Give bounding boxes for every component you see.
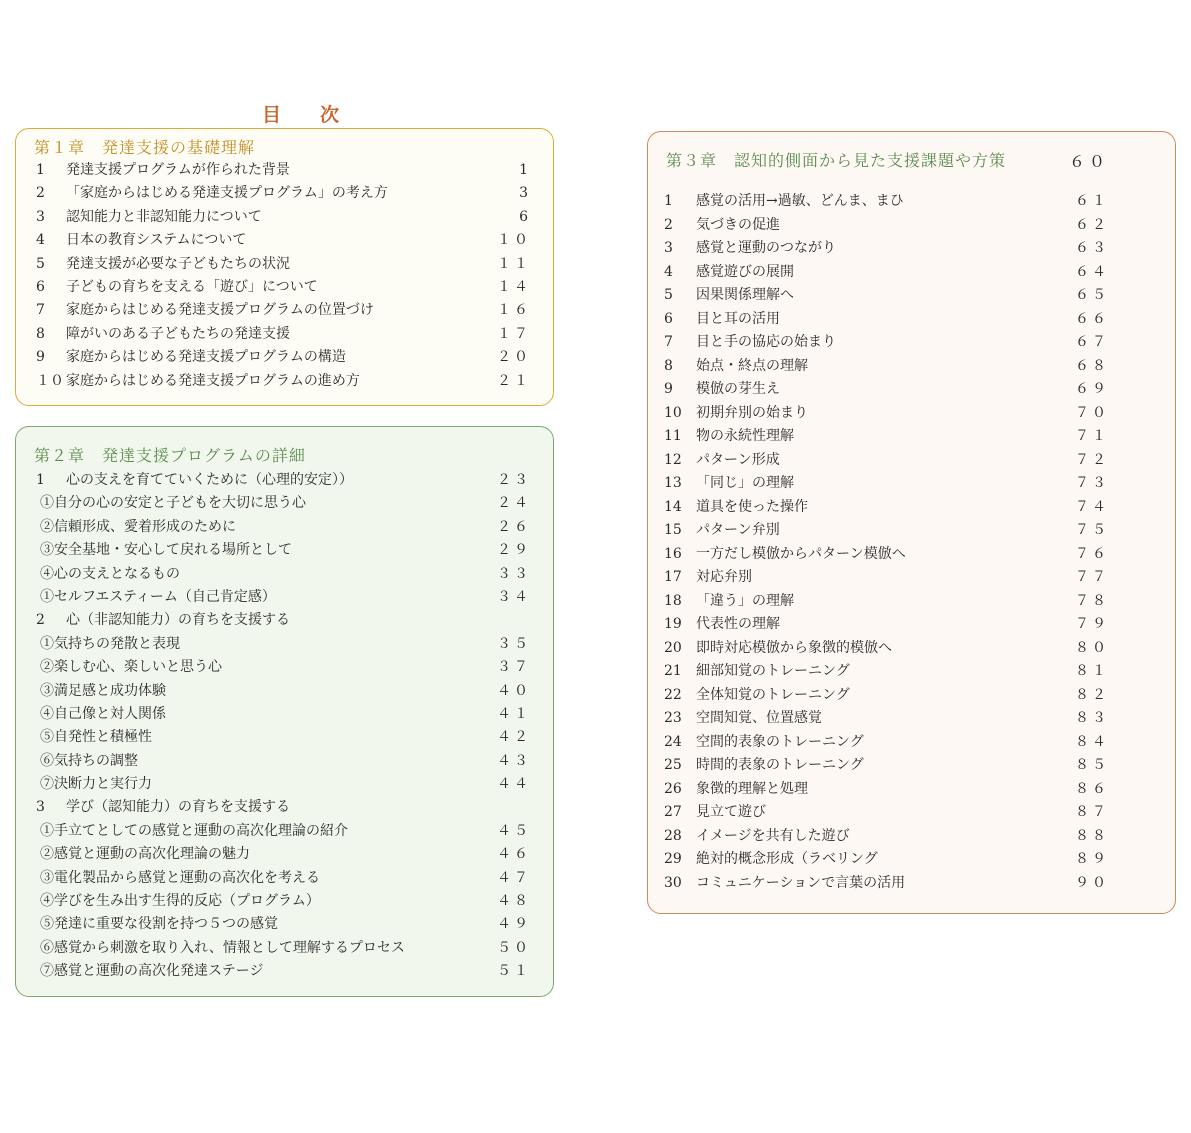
toc-entry — [16, 796, 553, 819]
entry-number: 8 — [664, 357, 673, 374]
entry-page-number: 3 — [519, 185, 531, 202]
toc-entry — [648, 190, 1175, 214]
entry-title: ②信頼形成、愛着形成のために — [40, 518, 236, 535]
entry-title: 心の支えを育てていくために（心理的安定）） — [66, 472, 353, 488]
entry-title: 象徴的理解と処理 — [696, 780, 808, 797]
entry-page-number: ４６ — [497, 846, 531, 863]
toc-entry — [16, 469, 553, 492]
toc-entry — [648, 284, 1175, 308]
toc-entry — [648, 590, 1175, 614]
entry-page-number: ７６ — [1075, 545, 1109, 562]
entry-number: 3 — [36, 799, 45, 816]
entry-title: 学び（認知能力）の育ちを支援する — [66, 799, 290, 816]
entry-title: 感覚と運動のつながり — [696, 240, 836, 256]
toc-entry — [16, 492, 553, 515]
entry-number: 24 — [664, 733, 682, 750]
entry-page-number: ４５ — [497, 822, 531, 839]
entry-title: イメージを共有した遊び — [696, 827, 850, 844]
entry-title: 物の永続性理解 — [696, 428, 794, 444]
entry-page-number: ５１ — [497, 963, 531, 980]
entry-title: ②感覚と運動の高次化理論の魅力 — [40, 846, 250, 863]
entry-page-number: ８７ — [1075, 804, 1109, 820]
entry-title: 目と手の協応の始まり — [696, 334, 836, 350]
toc-entry — [648, 848, 1175, 872]
entry-page-number: ２１ — [497, 372, 531, 389]
entry-title: コミュニケーションで言葉の活用 — [696, 874, 906, 891]
entry-number: 13 — [664, 475, 682, 491]
entry-page-number: ６５ — [1075, 287, 1109, 303]
chapter-2-box — [15, 426, 554, 997]
entry-title: 代表性の理解 — [696, 616, 780, 632]
toc-entry — [16, 750, 553, 773]
entry-page-number: ４９ — [497, 916, 531, 933]
toc-entry — [648, 449, 1175, 473]
entry-title: 障がいのある子どもたちの発達支援 — [66, 325, 290, 342]
entry-number: 1 — [36, 162, 45, 178]
toc-entry — [16, 253, 553, 276]
entry-page-number: ７２ — [1075, 451, 1109, 468]
entry-page-number: ２３ — [497, 472, 531, 488]
entry-title: ①セルフエスティーム（自己肯定感） — [40, 588, 276, 605]
toc-entry — [16, 843, 553, 866]
entry-title: 気づきの促進 — [696, 216, 780, 233]
entry-page-number: ６９ — [1075, 381, 1109, 397]
entry-title: ②楽しむ心、楽しいと思う心 — [40, 659, 222, 676]
entry-page-number: １１ — [497, 255, 531, 272]
entry-page-number: ８３ — [1075, 710, 1109, 726]
entry-number: 6 — [36, 278, 45, 295]
toc-entry — [16, 563, 553, 586]
entry-title: ③安全基地・安心して戻れる場所として — [40, 542, 292, 559]
entry-page-number: ８０ — [1075, 639, 1109, 656]
entry-page-number: ７５ — [1075, 522, 1109, 538]
toc-entry — [16, 867, 553, 890]
entry-number: 9 — [36, 349, 45, 366]
entry-page-number: ６１ — [1075, 193, 1109, 209]
entry-title: 家庭からはじめる発達支援プログラムの構造 — [66, 349, 346, 366]
entry-number: 3 — [36, 208, 45, 225]
entry-title: 「同じ」の理解 — [696, 475, 794, 491]
toc-entry — [16, 299, 553, 322]
entry-page-number: １６ — [497, 302, 531, 319]
entry-page-number: ３５ — [497, 635, 531, 652]
entry-page-number: ３４ — [497, 588, 531, 605]
entry-number: 2 — [36, 612, 45, 629]
entry-title: ⑦決断力と実行力 — [40, 776, 152, 793]
toc-entry — [16, 937, 553, 960]
toc-entry — [16, 726, 553, 749]
entry-page-number: 1 — [519, 162, 531, 178]
entry-page-number: ８５ — [1075, 757, 1109, 773]
entry-page-number: ８６ — [1075, 780, 1109, 797]
chapter-2-list — [16, 469, 553, 984]
toc-entry — [648, 331, 1175, 355]
toc-entry — [16, 182, 553, 205]
entry-title: ④学びを生み出す生得的反応（プログラム） — [40, 893, 320, 910]
entry-number: 29 — [664, 851, 682, 867]
chapter-1-box — [15, 128, 554, 406]
entry-title: ④心の支えとなるもの — [40, 565, 180, 582]
toc-entry — [16, 516, 553, 539]
entry-number: 12 — [664, 451, 682, 468]
entry-title: 「違う」の理解 — [696, 592, 794, 609]
entry-number: 22 — [664, 686, 682, 703]
entry-page-number: ７７ — [1075, 569, 1109, 585]
entry-number: 2 — [664, 216, 673, 233]
entry-page-number: ８９ — [1075, 851, 1109, 867]
entry-title: 細部知覚のトレーニング — [696, 663, 850, 679]
entry-number: 8 — [36, 325, 45, 342]
toc-entry — [648, 402, 1175, 426]
entry-page-number: ４３ — [497, 752, 531, 769]
entry-title: ④自己像と対人関係 — [40, 705, 166, 722]
toc-entry — [648, 519, 1175, 543]
entry-title: 初期弁別の始まり — [696, 404, 808, 421]
entry-number: 19 — [664, 616, 682, 632]
toc-entry — [16, 346, 553, 369]
entry-page-number: ４２ — [497, 729, 531, 746]
entry-title: パターン弁別 — [696, 522, 780, 538]
entry-number: 30 — [664, 874, 682, 891]
toc-entry — [16, 539, 553, 562]
toc-entry — [16, 913, 553, 936]
entry-page-number: ８４ — [1075, 733, 1109, 750]
entry-number: 16 — [664, 545, 682, 562]
toc-entry — [648, 472, 1175, 496]
entry-title: 始点・終点の理解 — [696, 357, 808, 374]
entry-title: 全体知覚のトレーニング — [696, 686, 850, 703]
toc-entry — [16, 680, 553, 703]
toc-entry — [648, 660, 1175, 684]
entry-number: 7 — [664, 334, 673, 350]
entry-page-number: ５０ — [497, 939, 531, 956]
entry-number: 14 — [664, 498, 682, 515]
chapter-3-page: ６０ — [1068, 152, 1109, 171]
toc-entry — [648, 237, 1175, 261]
entry-number: 10 — [664, 404, 682, 421]
entry-title: ①自分の心の安定と子どもを大切に思う心 — [40, 495, 306, 512]
toc-entry — [648, 613, 1175, 637]
entry-page-number: １４ — [497, 278, 531, 295]
entry-number: 4 — [664, 263, 673, 280]
entry-title: ①手立てとしての感覚と運動の高次化理論の紹介 — [40, 822, 348, 839]
toc-entry — [16, 820, 553, 843]
entry-page-number: ８８ — [1075, 827, 1109, 844]
entry-title: 見立て遊び — [696, 804, 766, 820]
entry-page-number: ２６ — [497, 518, 531, 535]
toc-entry — [16, 159, 553, 182]
toc-entry — [16, 703, 553, 726]
toc-entry — [648, 378, 1175, 402]
entry-title: パターン形成 — [696, 451, 780, 468]
entry-title: 即時対応模倣から象徴的模倣へ — [696, 639, 892, 656]
entry-page-number: ８１ — [1075, 663, 1109, 679]
toc-entry — [16, 229, 553, 252]
toc-entry — [648, 872, 1175, 896]
entry-number: １０ — [36, 372, 64, 389]
toc-entry — [16, 773, 553, 796]
toc-entry — [648, 566, 1175, 590]
entry-title: 空間的表象のトレーニング — [696, 733, 864, 750]
toc-entry — [648, 754, 1175, 778]
entry-page-number: ６６ — [1075, 310, 1109, 327]
entry-page-number: ６７ — [1075, 334, 1109, 350]
entry-page-number: ６２ — [1075, 216, 1109, 233]
toc-entry — [648, 496, 1175, 520]
entry-page-number: １０ — [497, 232, 531, 249]
entry-title: 時間的表象のトレーニング — [696, 757, 864, 773]
entry-title: 絶対的概念形成（ラベリング — [696, 851, 878, 867]
entry-number: 15 — [664, 522, 682, 538]
entry-number: 7 — [36, 302, 45, 319]
entry-number: 23 — [664, 710, 682, 726]
toc-entry — [648, 731, 1175, 755]
toc-entry — [16, 633, 553, 656]
entry-title: 発達支援が必要な子どもたちの状況 — [66, 255, 290, 272]
entry-number: 1 — [664, 193, 673, 209]
entry-number: 26 — [664, 780, 682, 797]
toc-entry — [648, 543, 1175, 567]
entry-title: 一方だし模倣からパターン模倣へ — [696, 545, 906, 562]
toc-entry — [16, 370, 553, 393]
entry-page-number: 6 — [519, 208, 531, 225]
entry-page-number: １７ — [497, 325, 531, 342]
entry-number: 1 — [36, 472, 45, 488]
chapter-3-box — [647, 131, 1176, 914]
entry-page-number: ４１ — [497, 705, 531, 722]
entry-page-number: ７１ — [1075, 428, 1109, 444]
entry-page-number: ４８ — [497, 893, 531, 910]
entry-page-number: ７０ — [1075, 404, 1109, 421]
entry-title: 感覚の活用→過敏、どんま、まひ — [696, 193, 904, 209]
entry-number: 17 — [664, 569, 682, 585]
entry-title: ①気持ちの発散と表現 — [40, 635, 180, 652]
chapter-3-list — [648, 190, 1175, 895]
entry-title: ⑥気持ちの調整 — [40, 752, 138, 769]
toc-entry — [16, 276, 553, 299]
entry-page-number: ６３ — [1075, 240, 1109, 256]
entry-title: ⑥感覚から刺激を取り入れ、情報として理解するプロセス — [40, 939, 405, 956]
toc-entry — [648, 707, 1175, 731]
entry-number: 25 — [664, 757, 682, 773]
toc-entry — [648, 425, 1175, 449]
entry-title: ⑤発達に重要な役割を持つ５つの感覚 — [40, 916, 278, 933]
entry-page-number: ２４ — [497, 495, 531, 512]
entry-title: ⑤自発性と積極性 — [40, 729, 152, 746]
toc-entry — [16, 323, 553, 346]
entry-title: 道具を使った操作 — [696, 498, 808, 515]
entry-title: 感覚遊びの展開 — [696, 263, 794, 280]
toc-entry — [16, 206, 553, 229]
entry-page-number: ９０ — [1075, 874, 1109, 891]
toc-entry — [648, 308, 1175, 332]
entry-title: 空間知覚、位置感覚 — [696, 710, 822, 726]
entry-page-number: ４０ — [497, 682, 531, 699]
entry-page-number: ２９ — [497, 542, 531, 559]
toc-entry — [648, 801, 1175, 825]
toc-entry — [648, 261, 1175, 285]
entry-title: 家庭からはじめる発達支援プログラムの位置づけ — [66, 302, 374, 319]
entry-title: 目と耳の活用 — [696, 310, 780, 327]
toc-entry — [648, 778, 1175, 802]
toc-entry — [648, 684, 1175, 708]
toc-entry — [16, 656, 553, 679]
entry-page-number: ７３ — [1075, 475, 1109, 491]
entry-title: 模倣の芽生え — [696, 381, 780, 397]
entry-title: ③満足感と成功体験 — [40, 682, 166, 699]
entry-page-number: ３７ — [497, 659, 531, 676]
entry-title: ⑦感覚と運動の高次化発達ステージ — [40, 963, 264, 980]
entry-page-number: ７４ — [1075, 498, 1109, 515]
entry-page-number: ７９ — [1075, 616, 1109, 632]
entry-page-number: ４４ — [497, 776, 531, 793]
entry-title: 家庭からはじめる発達支援プログラムの進め方 — [66, 372, 360, 389]
entry-title: 日本の教育システムについて — [66, 232, 247, 249]
chapter-1-heading: 第１章 発達支援の基礎理解 — [34, 138, 256, 157]
toc-entry — [16, 586, 553, 609]
entry-number: 18 — [664, 592, 682, 609]
entry-number: 2 — [36, 185, 45, 202]
entry-page-number: ８２ — [1075, 686, 1109, 703]
toc-entry — [648, 355, 1175, 379]
toc-entry — [648, 825, 1175, 849]
entry-page-number: ２０ — [497, 349, 531, 366]
entry-number: 5 — [36, 255, 45, 272]
entry-title: 「家庭からはじめる発達支援プログラム」の考え方 — [66, 185, 388, 202]
entry-title: 発達支援プログラムが作られた背景 — [66, 162, 290, 178]
toc-entry — [648, 637, 1175, 661]
entry-number: 3 — [664, 240, 673, 256]
toc-entry — [16, 609, 553, 632]
entry-page-number: ４７ — [497, 869, 531, 886]
toc-entry — [648, 214, 1175, 238]
entry-number: 28 — [664, 827, 682, 844]
entry-title: ③電化製品から感覚と運動の高次化を考える — [40, 869, 320, 886]
chapter-3-heading: 第３章 認知的側面から見た支援課題や方策 — [666, 151, 1007, 170]
entry-page-number: ３３ — [497, 565, 531, 582]
entry-number: 4 — [36, 232, 45, 249]
toc-entry — [16, 960, 553, 983]
chapter-2-heading: 第２章 発達支援プログラムの詳細 — [34, 446, 306, 465]
entry-title: 対応弁別 — [696, 569, 752, 585]
entry-title: 因果関係理解へ — [696, 287, 794, 303]
entry-number: 6 — [664, 310, 673, 327]
entry-number: 5 — [664, 287, 673, 303]
toc-title: 目 次 — [262, 104, 350, 126]
entry-title: 心（非認知能力）の育ちを支援する — [66, 612, 290, 629]
entry-number: 11 — [664, 428, 682, 444]
entry-number: 21 — [664, 663, 682, 679]
entry-page-number: ６８ — [1075, 357, 1109, 374]
entry-number: 20 — [664, 639, 682, 656]
entry-number: 9 — [664, 381, 673, 397]
entry-page-number: ６４ — [1075, 263, 1109, 280]
entry-title: 認知能力と非認知能力について — [66, 208, 262, 225]
entry-number: 27 — [664, 804, 682, 820]
entry-page-number: ７８ — [1075, 592, 1109, 609]
chapter-1-list — [16, 159, 553, 393]
toc-entry — [16, 890, 553, 913]
entry-title: 子どもの育ちを支える「遊び」について — [66, 278, 318, 295]
